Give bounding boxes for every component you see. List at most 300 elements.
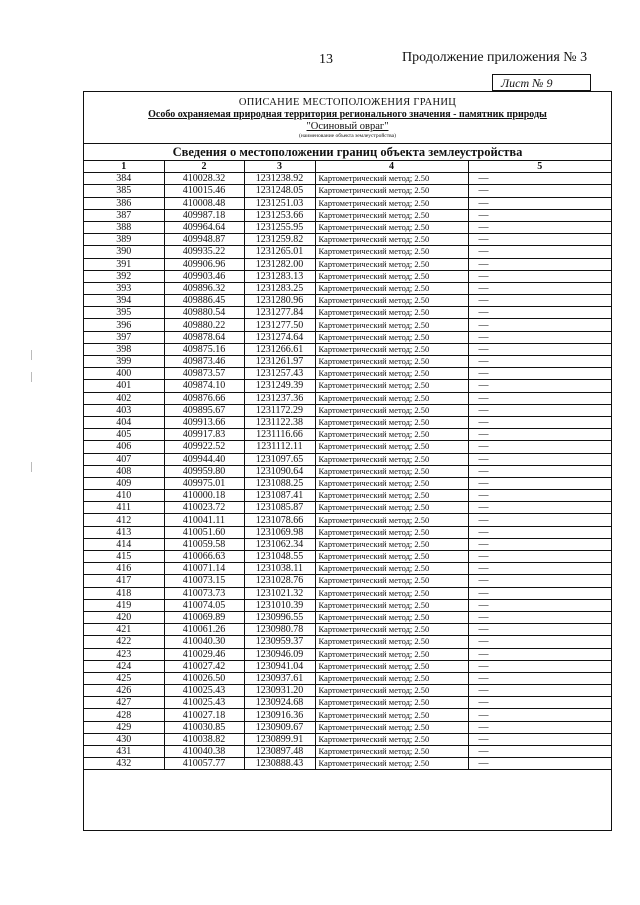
method-cell: Картометрический метод; 2.50	[315, 282, 468, 294]
table-row	[84, 282, 611, 294]
scan-edge-mark	[31, 350, 32, 360]
x-coordinate-cell: 409876.66	[164, 392, 244, 404]
x-coordinate-cell: 410023.72	[164, 502, 244, 514]
table-row	[84, 721, 611, 733]
point-number-cell: 418	[84, 587, 164, 599]
x-coordinate-cell: 409959.80	[164, 465, 244, 477]
method-cell: Картометрический метод; 2.50	[315, 331, 468, 343]
method-cell: Картометрический метод; 2.50	[315, 197, 468, 209]
description-cell: —	[468, 538, 611, 550]
table-row	[84, 477, 611, 489]
table-row	[84, 404, 611, 416]
description-cell: —	[468, 746, 611, 758]
point-number-cell: 427	[84, 697, 164, 709]
table-row	[84, 697, 611, 709]
column-header: 1	[84, 161, 164, 173]
x-coordinate-cell: 409880.54	[164, 307, 244, 319]
y-coordinate-cell: 1231280.96	[244, 295, 315, 307]
y-coordinate-cell: 1231069.98	[244, 526, 315, 538]
x-coordinate-cell: 409917.83	[164, 429, 244, 441]
y-coordinate-cell: 1230924.68	[244, 697, 315, 709]
table-row	[84, 441, 611, 453]
y-coordinate-cell: 1231088.25	[244, 477, 315, 489]
table-row	[84, 599, 611, 611]
method-cell: Картометрический метод; 2.50	[315, 392, 468, 404]
point-number-cell: 385	[84, 185, 164, 197]
point-number-cell: 423	[84, 648, 164, 660]
point-number-cell: 429	[84, 721, 164, 733]
table-row	[84, 416, 611, 428]
point-number-cell: 395	[84, 307, 164, 319]
description-cell: —	[468, 551, 611, 563]
description-title: ОПИСАНИЕ МЕСТОПОЛОЖЕНИЯ ГРАНИЦ	[238, 97, 457, 108]
x-coordinate-cell: 410025.43	[164, 697, 244, 709]
y-coordinate-cell: 1231277.84	[244, 307, 315, 319]
sheet-label: Лист №	[501, 76, 544, 90]
x-coordinate-cell: 410069.89	[164, 611, 244, 623]
x-coordinate-cell: 409975.01	[164, 477, 244, 489]
description-cell: —	[468, 380, 611, 392]
x-coordinate-cell: 409895.67	[164, 404, 244, 416]
section-title: Сведения о местоположении границ объекта землеустройства	[84, 144, 611, 161]
x-coordinate-cell: 409964.64	[164, 221, 244, 233]
method-cell: Картометрический метод; 2.50	[315, 672, 468, 684]
y-coordinate-cell: 1231255.95	[244, 221, 315, 233]
x-coordinate-cell: 410008.48	[164, 197, 244, 209]
description-cell: —	[468, 441, 611, 453]
description-cell: —	[468, 502, 611, 514]
x-coordinate-cell: 409913.66	[164, 416, 244, 428]
description-cell: —	[468, 343, 611, 355]
x-coordinate-cell: 409903.46	[164, 270, 244, 282]
table-row	[84, 709, 611, 721]
y-coordinate-cell: 1230959.37	[244, 636, 315, 648]
point-number-cell: 403	[84, 404, 164, 416]
point-number-cell: 386	[84, 197, 164, 209]
method-cell: Картометрический метод; 2.50	[315, 246, 468, 258]
table-row	[84, 624, 611, 636]
table-row	[84, 551, 611, 563]
table-row	[84, 453, 611, 465]
method-cell: Картометрический метод; 2.50	[315, 185, 468, 197]
description-cell: —	[468, 587, 611, 599]
method-cell: Картометрический метод; 2.50	[315, 404, 468, 416]
method-cell: Картометрический метод; 2.50	[315, 380, 468, 392]
point-number-cell: 428	[84, 709, 164, 721]
y-coordinate-cell: 1231283.25	[244, 282, 315, 294]
description-cell: —	[468, 234, 611, 246]
table-row	[84, 234, 611, 246]
x-coordinate-cell: 410027.18	[164, 709, 244, 721]
description-cell: —	[468, 197, 611, 209]
y-coordinate-cell: 1231112.11	[244, 441, 315, 453]
page-number: 13	[319, 52, 333, 67]
x-coordinate-cell: 410030.85	[164, 721, 244, 733]
method-cell: Картометрический метод; 2.50	[315, 221, 468, 233]
point-number-cell: 409	[84, 477, 164, 489]
table-row	[84, 490, 611, 502]
description-cell: —	[468, 733, 611, 745]
boundary-points-table	[84, 161, 611, 770]
x-coordinate-cell: 410025.43	[164, 685, 244, 697]
description-cell: —	[468, 209, 611, 221]
y-coordinate-cell: 1231010.39	[244, 599, 315, 611]
method-cell: Картометрический метод; 2.50	[315, 697, 468, 709]
method-cell: Картометрический метод; 2.50	[315, 660, 468, 672]
point-number-cell: 416	[84, 563, 164, 575]
method-cell: Картометрический метод; 2.50	[315, 733, 468, 745]
description-cell: —	[468, 356, 611, 368]
y-coordinate-cell: 1231062.34	[244, 538, 315, 550]
description-cell: —	[468, 319, 611, 331]
point-number-cell: 410	[84, 490, 164, 502]
description-cell: —	[468, 368, 611, 380]
description-cell: —	[468, 758, 611, 770]
method-cell: Картометрический метод; 2.50	[315, 343, 468, 355]
description-cell: —	[468, 526, 611, 538]
description-cell: —	[468, 416, 611, 428]
description-cell: —	[468, 295, 611, 307]
method-cell: Картометрический метод; 2.50	[315, 465, 468, 477]
point-number-cell: 431	[84, 746, 164, 758]
x-coordinate-cell: 409906.96	[164, 258, 244, 270]
method-cell: Картометрический метод; 2.50	[315, 624, 468, 636]
method-cell: Картометрический метод; 2.50	[315, 758, 468, 770]
point-number-cell: 424	[84, 660, 164, 672]
method-cell: Картометрический метод; 2.50	[315, 538, 468, 550]
y-coordinate-cell: 1231248.05	[244, 185, 315, 197]
point-number-cell: 387	[84, 209, 164, 221]
point-number-cell: 407	[84, 453, 164, 465]
x-coordinate-cell: 410061.26	[164, 624, 244, 636]
x-coordinate-cell: 410041.11	[164, 514, 244, 526]
x-coordinate-cell: 409935.22	[164, 246, 244, 258]
point-number-cell: 412	[84, 514, 164, 526]
description-cell: —	[468, 709, 611, 721]
y-coordinate-cell: 1231277.50	[244, 319, 315, 331]
description-cell: —	[468, 660, 611, 672]
table-row	[84, 672, 611, 684]
x-coordinate-cell: 410066.63	[164, 551, 244, 563]
description-cell: —	[468, 453, 611, 465]
point-number-cell: 396	[84, 319, 164, 331]
method-cell: Картометрический метод; 2.50	[315, 173, 468, 185]
table-row	[84, 611, 611, 623]
table-row	[84, 173, 611, 185]
description-cell: —	[468, 490, 611, 502]
table-row	[84, 502, 611, 514]
table-row	[84, 209, 611, 221]
point-number-cell: 400	[84, 368, 164, 380]
x-coordinate-cell: 410040.38	[164, 746, 244, 758]
x-coordinate-cell: 410059.58	[164, 538, 244, 550]
x-coordinate-cell: 410029.46	[164, 648, 244, 660]
point-number-cell: 417	[84, 575, 164, 587]
description-cell: —	[468, 672, 611, 684]
y-coordinate-cell: 1231122.38	[244, 416, 315, 428]
x-coordinate-cell: 410040.30	[164, 636, 244, 648]
description-cell: —	[468, 392, 611, 404]
y-coordinate-cell: 1231085.87	[244, 502, 315, 514]
table-row	[84, 307, 611, 319]
y-coordinate-cell: 1231261.97	[244, 356, 315, 368]
description-cell: —	[468, 429, 611, 441]
point-number-cell: 388	[84, 221, 164, 233]
y-coordinate-cell: 1231090.64	[244, 465, 315, 477]
x-coordinate-cell: 410027.42	[164, 660, 244, 672]
scan-edge-mark	[31, 462, 32, 472]
table-row	[84, 538, 611, 550]
method-cell: Картометрический метод; 2.50	[315, 319, 468, 331]
x-coordinate-cell: 409922.52	[164, 441, 244, 453]
x-coordinate-cell: 410051.60	[164, 526, 244, 538]
table-row	[84, 258, 611, 270]
description-cell: —	[468, 331, 611, 343]
point-number-cell: 394	[84, 295, 164, 307]
table-row	[84, 648, 611, 660]
x-coordinate-cell: 410057.77	[164, 758, 244, 770]
y-coordinate-cell: 1231116.66	[244, 429, 315, 441]
description-cell: —	[468, 721, 611, 733]
x-coordinate-cell: 410028.32	[164, 173, 244, 185]
table-row	[84, 270, 611, 282]
point-number-cell: 393	[84, 282, 164, 294]
method-cell: Картометрический метод; 2.50	[315, 514, 468, 526]
method-cell: Картометрический метод; 2.50	[315, 416, 468, 428]
description-cell: —	[468, 282, 611, 294]
method-cell: Картометрический метод; 2.50	[315, 502, 468, 514]
method-cell: Картометрический метод; 2.50	[315, 490, 468, 502]
point-number-cell: 391	[84, 258, 164, 270]
description-cell: —	[468, 477, 611, 489]
x-coordinate-cell: 410073.73	[164, 587, 244, 599]
table-row	[84, 392, 611, 404]
table-row	[84, 295, 611, 307]
y-coordinate-cell: 1231238.92	[244, 173, 315, 185]
column-header: 4	[315, 161, 468, 173]
description-cell: —	[468, 270, 611, 282]
table-row	[84, 331, 611, 343]
method-cell: Картометрический метод; 2.50	[315, 648, 468, 660]
description-cell: —	[468, 697, 611, 709]
point-number-cell: 415	[84, 551, 164, 563]
description-cell: —	[468, 246, 611, 258]
x-coordinate-cell: 410000.18	[164, 490, 244, 502]
y-coordinate-cell: 1231237.36	[244, 392, 315, 404]
method-cell: Картометрический метод; 2.50	[315, 587, 468, 599]
description-cell: —	[468, 465, 611, 477]
table-row	[84, 733, 611, 745]
point-number-cell: 422	[84, 636, 164, 648]
description-cell: —	[468, 514, 611, 526]
sheet-number: 9	[546, 76, 553, 90]
description-cell: —	[468, 575, 611, 587]
method-cell: Картометрический метод; 2.50	[315, 526, 468, 538]
description-cell: —	[468, 624, 611, 636]
x-coordinate-cell: 409987.18	[164, 209, 244, 221]
x-coordinate-cell: 409874.10	[164, 380, 244, 392]
description-cell: —	[468, 173, 611, 185]
x-coordinate-cell: 409880.22	[164, 319, 244, 331]
description-header	[84, 92, 611, 144]
method-cell: Картометрический метод; 2.50	[315, 721, 468, 733]
point-number-cell: 406	[84, 441, 164, 453]
x-coordinate-cell: 410038.82	[164, 733, 244, 745]
table-row	[84, 465, 611, 477]
y-coordinate-cell: 1231028.76	[244, 575, 315, 587]
y-coordinate-cell: 1230996.55	[244, 611, 315, 623]
x-coordinate-cell: 409948.87	[164, 234, 244, 246]
description-cell: —	[468, 221, 611, 233]
description-cell: —	[468, 685, 611, 697]
x-coordinate-cell: 409896.32	[164, 282, 244, 294]
y-coordinate-cell: 1230946.09	[244, 648, 315, 660]
method-cell: Картометрический метод; 2.50	[315, 368, 468, 380]
description-cell: —	[468, 611, 611, 623]
table-row	[84, 368, 611, 380]
method-cell: Картометрический метод; 2.50	[315, 551, 468, 563]
column-header: 2	[164, 161, 244, 173]
x-coordinate-cell: 409873.57	[164, 368, 244, 380]
method-cell: Картометрический метод; 2.50	[315, 429, 468, 441]
x-coordinate-cell: 409886.45	[164, 295, 244, 307]
description-cell: —	[468, 258, 611, 270]
y-coordinate-cell: 1230980.78	[244, 624, 315, 636]
y-coordinate-cell: 1231257.43	[244, 368, 315, 380]
x-coordinate-cell: 409873.46	[164, 356, 244, 368]
table-row	[84, 319, 611, 331]
table-row	[84, 758, 611, 770]
method-cell: Картометрический метод; 2.50	[315, 453, 468, 465]
point-number-cell: 384	[84, 173, 164, 185]
y-coordinate-cell: 1231259.82	[244, 234, 315, 246]
table-row	[84, 636, 611, 648]
table-row	[84, 685, 611, 697]
y-coordinate-cell: 1230937.61	[244, 672, 315, 684]
y-coordinate-cell: 1231078.66	[244, 514, 315, 526]
point-number-cell: 432	[84, 758, 164, 770]
table-row	[84, 356, 611, 368]
y-coordinate-cell: 1230941.04	[244, 660, 315, 672]
x-coordinate-cell: 409875.16	[164, 343, 244, 355]
table-body	[84, 173, 611, 770]
point-number-cell: 425	[84, 672, 164, 684]
point-number-cell: 390	[84, 246, 164, 258]
table-row	[84, 587, 611, 599]
description-cell: —	[468, 307, 611, 319]
x-coordinate-cell: 409878.64	[164, 331, 244, 343]
point-number-cell: 399	[84, 356, 164, 368]
y-coordinate-cell: 1231282.00	[244, 258, 315, 270]
method-cell: Картометрический метод; 2.50	[315, 599, 468, 611]
y-coordinate-cell: 1230897.48	[244, 746, 315, 758]
table-row	[84, 514, 611, 526]
table-row	[84, 660, 611, 672]
y-coordinate-cell: 1231087.41	[244, 490, 315, 502]
y-coordinate-cell: 1231266.61	[244, 343, 315, 355]
y-coordinate-cell: 1231038.11	[244, 563, 315, 575]
description-cell: —	[468, 648, 611, 660]
method-cell: Картометрический метод; 2.50	[315, 611, 468, 623]
x-coordinate-cell: 409944.40	[164, 453, 244, 465]
method-cell: Картометрический метод; 2.50	[315, 209, 468, 221]
document-frame	[83, 91, 612, 831]
method-cell: Картометрический метод; 2.50	[315, 295, 468, 307]
point-number-cell: 397	[84, 331, 164, 343]
point-number-cell: 408	[84, 465, 164, 477]
description-cell: —	[468, 599, 611, 611]
description-cell: —	[468, 636, 611, 648]
column-header: 5	[468, 161, 611, 173]
y-coordinate-cell: 1231283.13	[244, 270, 315, 282]
method-cell: Картометрический метод; 2.50	[315, 307, 468, 319]
y-coordinate-cell: 1231274.64	[244, 331, 315, 343]
point-number-cell: 401	[84, 380, 164, 392]
table-row	[84, 197, 611, 209]
point-number-cell: 411	[84, 502, 164, 514]
y-coordinate-cell: 1231021.32	[244, 587, 315, 599]
table-row	[84, 575, 611, 587]
method-cell: Картометрический метод; 2.50	[315, 441, 468, 453]
table-header-row	[84, 161, 611, 173]
point-number-cell: 392	[84, 270, 164, 282]
point-number-cell: 426	[84, 685, 164, 697]
point-number-cell: 419	[84, 599, 164, 611]
x-coordinate-cell: 410074.05	[164, 599, 244, 611]
table-row	[84, 526, 611, 538]
method-cell: Картометрический метод; 2.50	[315, 709, 468, 721]
column-header: 3	[244, 161, 315, 173]
method-cell: Картометрический метод; 2.50	[315, 746, 468, 758]
sheet-number-box	[492, 74, 591, 91]
table-row	[84, 246, 611, 258]
method-cell: Картометрический метод; 2.50	[315, 575, 468, 587]
method-cell: Картометрический метод; 2.50	[315, 477, 468, 489]
point-number-cell: 404	[84, 416, 164, 428]
method-cell: Картометрический метод; 2.50	[315, 356, 468, 368]
appendix-label: Продолжение приложения № 3	[402, 50, 588, 65]
table-row	[84, 380, 611, 392]
point-number-cell: 389	[84, 234, 164, 246]
method-cell: Картометрический метод; 2.50	[315, 234, 468, 246]
y-coordinate-cell: 1231172.29	[244, 404, 315, 416]
x-coordinate-cell: 410073.15	[164, 575, 244, 587]
table-row	[84, 221, 611, 233]
point-number-cell: 414	[84, 538, 164, 550]
table-row	[84, 343, 611, 355]
table-row	[84, 563, 611, 575]
table-row	[84, 185, 611, 197]
description-cell: —	[468, 185, 611, 197]
method-cell: Картометрический метод; 2.50	[315, 270, 468, 282]
point-number-cell: 420	[84, 611, 164, 623]
x-coordinate-cell: 410015.46	[164, 185, 244, 197]
table-row	[84, 429, 611, 441]
territory-subtitle: Особо охраняемая природная территория регионального значения - памятник природы	[148, 109, 547, 120]
y-coordinate-cell: 1231048.55	[244, 551, 315, 563]
y-coordinate-cell: 1231253.66	[244, 209, 315, 221]
description-cell: —	[468, 404, 611, 416]
y-coordinate-cell: 1230931.20	[244, 685, 315, 697]
method-cell: Картометрический метод; 2.50	[315, 563, 468, 575]
object-name-note: (наименование объекта землеустройства)	[299, 133, 396, 139]
y-coordinate-cell: 1230899.91	[244, 733, 315, 745]
point-number-cell: 413	[84, 526, 164, 538]
point-number-cell: 402	[84, 392, 164, 404]
object-name: "Осиновый овраг"	[306, 121, 389, 132]
method-cell: Картометрический метод; 2.50	[315, 258, 468, 270]
y-coordinate-cell: 1230888.43	[244, 758, 315, 770]
